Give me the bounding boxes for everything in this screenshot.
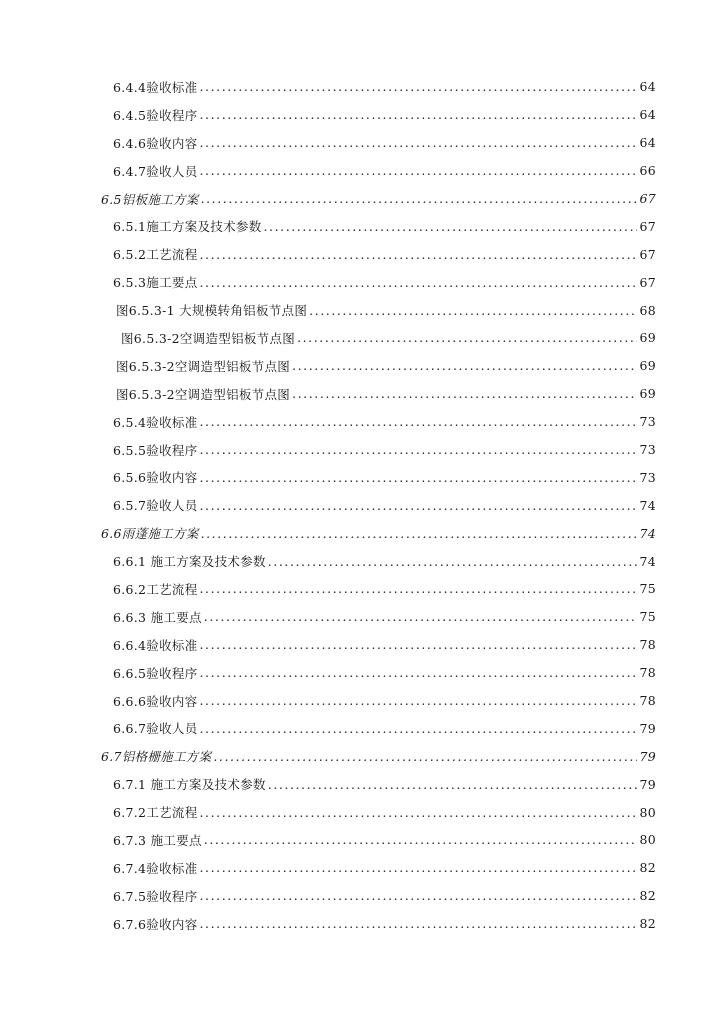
toc-dot-leader (309, 303, 637, 318)
toc-page-number: 74 (639, 497, 656, 513)
toc-entry-label: 6.7.1 施工方案及技术参数 (113, 777, 266, 793)
toc-entry-label: 6.7铝格栅施工方案 (101, 749, 212, 765)
toc-entry-label: 6.7.2工艺流程 (113, 805, 198, 821)
toc-page-number: 67 (639, 191, 656, 206)
toc-dot-leader (200, 275, 638, 290)
toc-dot-leader (204, 832, 638, 847)
toc-entry[interactable] (0, 352, 724, 380)
toc-entry-label: 6.6雨蓬施工方案 (101, 526, 199, 542)
toc-page-number: 82 (639, 860, 656, 876)
toc-page-number: 80 (639, 804, 656, 820)
toc-dot-leader (292, 386, 637, 401)
toc-dot-leader (200, 805, 638, 820)
toc-page-number: 64 (639, 107, 656, 123)
toc-entry[interactable] (0, 547, 724, 575)
toc-page-number: 78 (639, 665, 656, 681)
toc-entry[interactable] (0, 826, 724, 854)
toc-dot-leader (200, 721, 638, 736)
toc-entry[interactable] (0, 268, 724, 296)
toc-entry[interactable] (0, 798, 724, 826)
toc-entry[interactable] (0, 910, 724, 938)
toc-page-number: 67 (639, 218, 656, 234)
table-of-contents (0, 73, 724, 938)
toc-entry[interactable] (0, 659, 724, 687)
toc-page-number: 78 (639, 637, 656, 653)
toc-entry-label: 图6.5.3-2空调造型铝板节点图 (116, 358, 291, 374)
toc-entry[interactable] (0, 380, 724, 408)
toc-page-number: 68 (639, 302, 656, 318)
toc-dot-leader (200, 693, 638, 708)
toc-page-number: 73 (639, 414, 656, 430)
toc-entry[interactable] (0, 575, 724, 603)
toc-entry[interactable] (0, 324, 724, 352)
toc-entry[interactable] (0, 157, 724, 185)
toc-page-number: 82 (639, 888, 656, 904)
toc-entry-label: 6.7.6验收内容 (113, 916, 198, 932)
toc-entry-label: 6.5.5验收程序 (113, 442, 198, 458)
toc-page-number: 79 (639, 748, 656, 764)
toc-dot-leader (200, 637, 638, 652)
toc-dot-leader (200, 135, 638, 150)
toc-entry-label: 6.7.5验收程序 (113, 888, 198, 904)
toc-page-number: 79 (639, 776, 656, 792)
toc-entry-label: 6.6.4验收标准 (113, 637, 198, 653)
toc-dot-leader (200, 470, 638, 485)
toc-page-number: 73 (639, 442, 656, 458)
toc-entry-label: 6.5.3施工要点 (113, 275, 198, 291)
toc-dot-leader (200, 665, 638, 680)
toc-dot-leader (200, 581, 638, 596)
toc-dot-leader (297, 330, 637, 345)
toc-page-number: 80 (639, 832, 656, 848)
toc-page-number: 69 (639, 358, 656, 374)
toc-entry[interactable] (0, 436, 724, 464)
toc-entry[interactable] (0, 463, 724, 491)
toc-entry[interactable] (0, 519, 724, 547)
toc-entry-label: 6.6.3 施工要点 (113, 609, 202, 625)
toc-entry-label: 图6.5.3-2空调造型铝板节点图 (121, 330, 296, 346)
toc-dot-leader (200, 888, 638, 903)
toc-page-number: 74 (639, 525, 656, 541)
toc-page-number: 78 (639, 693, 656, 709)
toc-entry-label: 6.5.1施工方案及技术参数 (113, 219, 262, 235)
toc-page-number: 69 (639, 330, 656, 346)
toc-dot-leader (200, 79, 638, 94)
toc-dot-leader (268, 777, 638, 792)
toc-page-number: 69 (639, 386, 656, 402)
toc-entry-label: 6.6.2工艺流程 (113, 581, 198, 597)
toc-dot-leader (268, 554, 638, 569)
toc-entry-label: 6.7.4验收标准 (113, 860, 198, 876)
toc-entry-label: 6.6.7验收人员 (113, 721, 198, 737)
toc-page-number: 74 (639, 553, 656, 569)
toc-dot-leader (264, 219, 638, 234)
toc-entry-label: 6.7.3 施工要点 (113, 832, 202, 848)
toc-entry-label: 6.5.7验收人员 (113, 498, 198, 514)
toc-entry[interactable] (0, 185, 724, 213)
toc-entry[interactable] (0, 854, 724, 882)
toc-dot-leader (292, 358, 637, 373)
toc-dot-leader (200, 860, 638, 875)
toc-page-number: 73 (639, 469, 656, 485)
toc-dot-leader (200, 414, 638, 429)
toc-entry[interactable] (0, 770, 724, 798)
toc-entry-label: 6.5.6验收内容 (113, 470, 198, 486)
toc-dot-leader (200, 916, 638, 931)
toc-entry-label: 6.5.2工艺流程 (113, 247, 198, 263)
toc-dot-leader (201, 191, 638, 206)
toc-entry[interactable] (0, 73, 724, 101)
toc-entry[interactable] (0, 742, 724, 770)
toc-entry[interactable] (0, 296, 724, 324)
toc-page-number: 82 (639, 916, 656, 932)
toc-page-number: 75 (639, 609, 656, 625)
toc-dot-leader (204, 609, 638, 624)
toc-dot-leader (200, 107, 638, 122)
toc-page-number: 66 (639, 163, 656, 179)
toc-entry-label: 6.6.5验收程序 (113, 665, 198, 681)
toc-entry-label: 6.6.6验收内容 (113, 693, 198, 709)
toc-entry[interactable] (0, 408, 724, 436)
toc-dot-leader (200, 247, 638, 262)
toc-entry[interactable] (0, 687, 724, 715)
toc-page-number: 64 (639, 135, 656, 151)
toc-page-number: 67 (639, 274, 656, 290)
toc-entry-label: 6.4.7验收人员 (113, 163, 198, 179)
toc-dot-leader (200, 498, 638, 513)
toc-entry-label: 6.4.6验收内容 (113, 135, 198, 151)
toc-entry-label: 6.4.4验收标准 (113, 79, 198, 95)
toc-entry[interactable] (0, 882, 724, 910)
toc-entry-label: 6.5.4验收标准 (113, 414, 198, 430)
toc-page-number: 67 (639, 246, 656, 262)
toc-page-number: 64 (639, 79, 656, 95)
toc-page-number: 79 (639, 720, 656, 736)
toc-dot-leader (200, 442, 638, 457)
toc-dot-leader (201, 526, 638, 541)
toc-entry-label: 6.4.5验收程序 (113, 107, 198, 123)
toc-dot-leader (200, 163, 638, 178)
toc-entry[interactable] (0, 240, 724, 268)
toc-dot-leader (213, 749, 637, 764)
toc-entry[interactable] (0, 631, 724, 659)
toc-entry[interactable] (0, 714, 724, 742)
toc-entry-label: 6.5铝板施工方案 (101, 191, 199, 207)
toc-entry[interactable] (0, 101, 724, 129)
toc-entry[interactable] (0, 129, 724, 157)
toc-entry-label: 图6.5.3-1 大规模转角铝板节点图 (116, 303, 308, 319)
toc-entry-label: 6.6.1 施工方案及技术参数 (113, 554, 266, 570)
toc-entry[interactable] (0, 603, 724, 631)
toc-entry-label: 图6.5.3-2空调造型铝板节点图 (116, 386, 291, 402)
toc-entry[interactable] (0, 491, 724, 519)
toc-page-number: 75 (639, 581, 656, 597)
toc-entry[interactable] (0, 212, 724, 240)
